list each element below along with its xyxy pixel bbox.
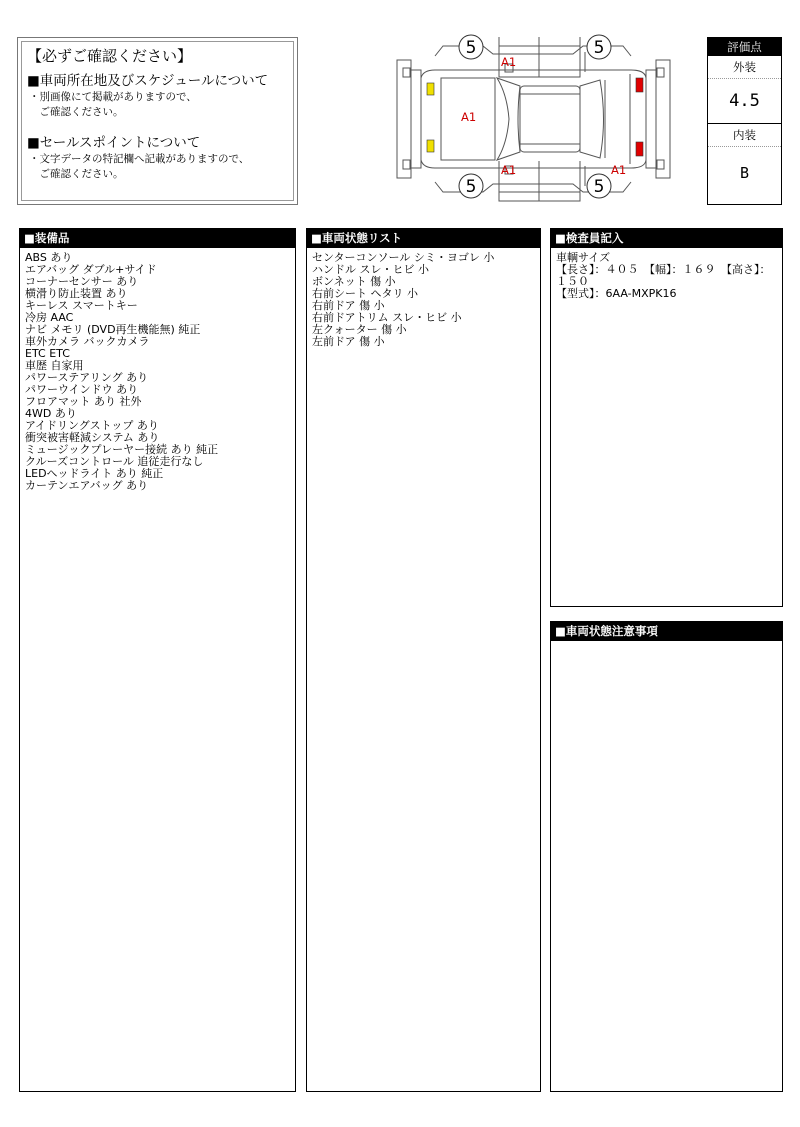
inspector-line: 【長さ】：４０５ 【幅】：１６９ 【高さ】：１５０ bbox=[556, 263, 771, 288]
front-light-indicator-top bbox=[427, 83, 434, 95]
list-item: カーテンエアバッグ あり bbox=[25, 479, 149, 492]
equipment-panel bbox=[19, 228, 296, 1092]
list-item: 4WD あり bbox=[25, 407, 77, 420]
list-item: 右前ドア 傷 小 bbox=[312, 299, 385, 312]
condition-notes-body bbox=[551, 641, 782, 649]
list-item: ボンネット 傷 小 bbox=[312, 275, 396, 288]
tire-rear-top bbox=[587, 35, 611, 59]
list-item: パワーウインドウ あり bbox=[25, 383, 139, 396]
interior-label: 内装 bbox=[708, 124, 781, 147]
interior-score: B bbox=[739, 164, 750, 182]
exterior-score: 4.5 bbox=[708, 79, 781, 124]
rating-table bbox=[707, 37, 782, 205]
notice-title: 【必ずご確認ください】 bbox=[27, 47, 193, 65]
notice-inner bbox=[21, 41, 294, 201]
inspector-line: 車輌サイズ bbox=[556, 251, 611, 264]
rear-light-indicator-top bbox=[636, 78, 643, 92]
tire-grade: 5 bbox=[593, 177, 605, 197]
list-item: センターコンソール シミ・ヨゴレ 小 bbox=[312, 251, 495, 264]
list-item: ナビ メモリ (DVD再生機能無) 純正 bbox=[25, 323, 201, 336]
tire-grade: 5 bbox=[593, 38, 605, 58]
notice-section2-heading: ■セールスポイントについて bbox=[27, 135, 201, 151]
list-item: 冷房 AAC bbox=[25, 311, 74, 324]
list-item: 右前シート ヘタリ 小 bbox=[312, 287, 418, 300]
list-item: LEDヘッドライト あり 純正 bbox=[25, 467, 164, 480]
condition-list bbox=[307, 248, 540, 352]
condition-header: ■車両状態リスト bbox=[307, 229, 540, 248]
list-item: ABS あり bbox=[25, 251, 73, 264]
notice-section1-line: ・別画像にて掲載がありますので、 bbox=[29, 91, 197, 103]
list-item: 左クォーター 傷 小 bbox=[312, 323, 407, 336]
notice-section1-line: ご確認ください。 bbox=[29, 106, 124, 118]
notice-box bbox=[17, 37, 298, 205]
list-item: アイドリングストップ あり bbox=[25, 419, 159, 432]
list-item: エアバッグ ダブル+サイド bbox=[25, 263, 157, 276]
notice-section1-heading: ■車両所在地及びスケジュールについて bbox=[27, 73, 269, 89]
list-item: コーナーセンサー あり bbox=[25, 275, 139, 288]
list-item: フロアマット あり 社外 bbox=[25, 395, 142, 408]
inspector-line: 【型式】：6AA-MXPK16 bbox=[556, 287, 677, 300]
damage-code-door-top: A1 bbox=[501, 55, 517, 69]
vehicle-damage-diagram bbox=[395, 34, 673, 204]
tire-front-bottom bbox=[459, 174, 483, 198]
damage-code-hood: A1 bbox=[461, 110, 477, 124]
front-light-indicator-bottom bbox=[427, 140, 434, 152]
inspector-notes bbox=[551, 248, 782, 304]
list-item: 横滑り防止装置 あり bbox=[25, 287, 128, 300]
tire-front-top bbox=[459, 35, 483, 59]
equipment-list bbox=[20, 248, 295, 496]
roof bbox=[520, 86, 580, 152]
condition-notes-header: ■車両状態注意事項 bbox=[551, 622, 782, 641]
notice-section2-line: ・文字データの特記欄へ記載がありますので、 bbox=[29, 153, 250, 165]
tire-rear-bottom bbox=[587, 174, 611, 198]
condition-panel bbox=[306, 228, 541, 1092]
rear-window bbox=[580, 80, 604, 158]
notice-section2-line: ご確認ください。 bbox=[29, 168, 124, 180]
list-item: 右前ドアトリム スレ・ヒビ 小 bbox=[312, 311, 462, 324]
windshield bbox=[497, 78, 520, 160]
list-item: キーレス スマートキー bbox=[25, 299, 138, 312]
list-item: 車外カメラ バックカメラ bbox=[25, 335, 150, 348]
tire-grade: 5 bbox=[465, 177, 477, 197]
rear-light-indicator-bottom bbox=[636, 142, 643, 156]
list-item: ハンドル スレ・ヒビ 小 bbox=[312, 263, 429, 276]
list-item: ミュージックプレーヤー接続 あり 純正 bbox=[25, 443, 219, 456]
list-item: 車歴 自家用 bbox=[25, 359, 84, 372]
inspector-panel bbox=[550, 228, 783, 607]
condition-notes-panel bbox=[550, 621, 783, 1092]
list-item: クルーズコントロール 追従走行なし bbox=[25, 455, 204, 468]
equipment-header: ■装備品 bbox=[20, 229, 295, 248]
damage-code-door-bottom: A1 bbox=[501, 163, 517, 177]
list-item: ETC ETC bbox=[25, 347, 70, 360]
tire-grade: 5 bbox=[465, 38, 477, 58]
list-item: パワーステアリング あり bbox=[25, 371, 149, 384]
inspector-header: ■検査員記入 bbox=[551, 229, 782, 248]
car-body-top bbox=[421, 70, 646, 168]
exterior-label: 外装 bbox=[708, 56, 781, 79]
rating-header: 評価点 bbox=[708, 38, 781, 56]
list-item: 衝突被害軽減システム あり bbox=[25, 431, 160, 444]
damage-code-quarter: A1 bbox=[611, 163, 627, 177]
list-item: 左前ドア 傷 小 bbox=[312, 335, 385, 348]
